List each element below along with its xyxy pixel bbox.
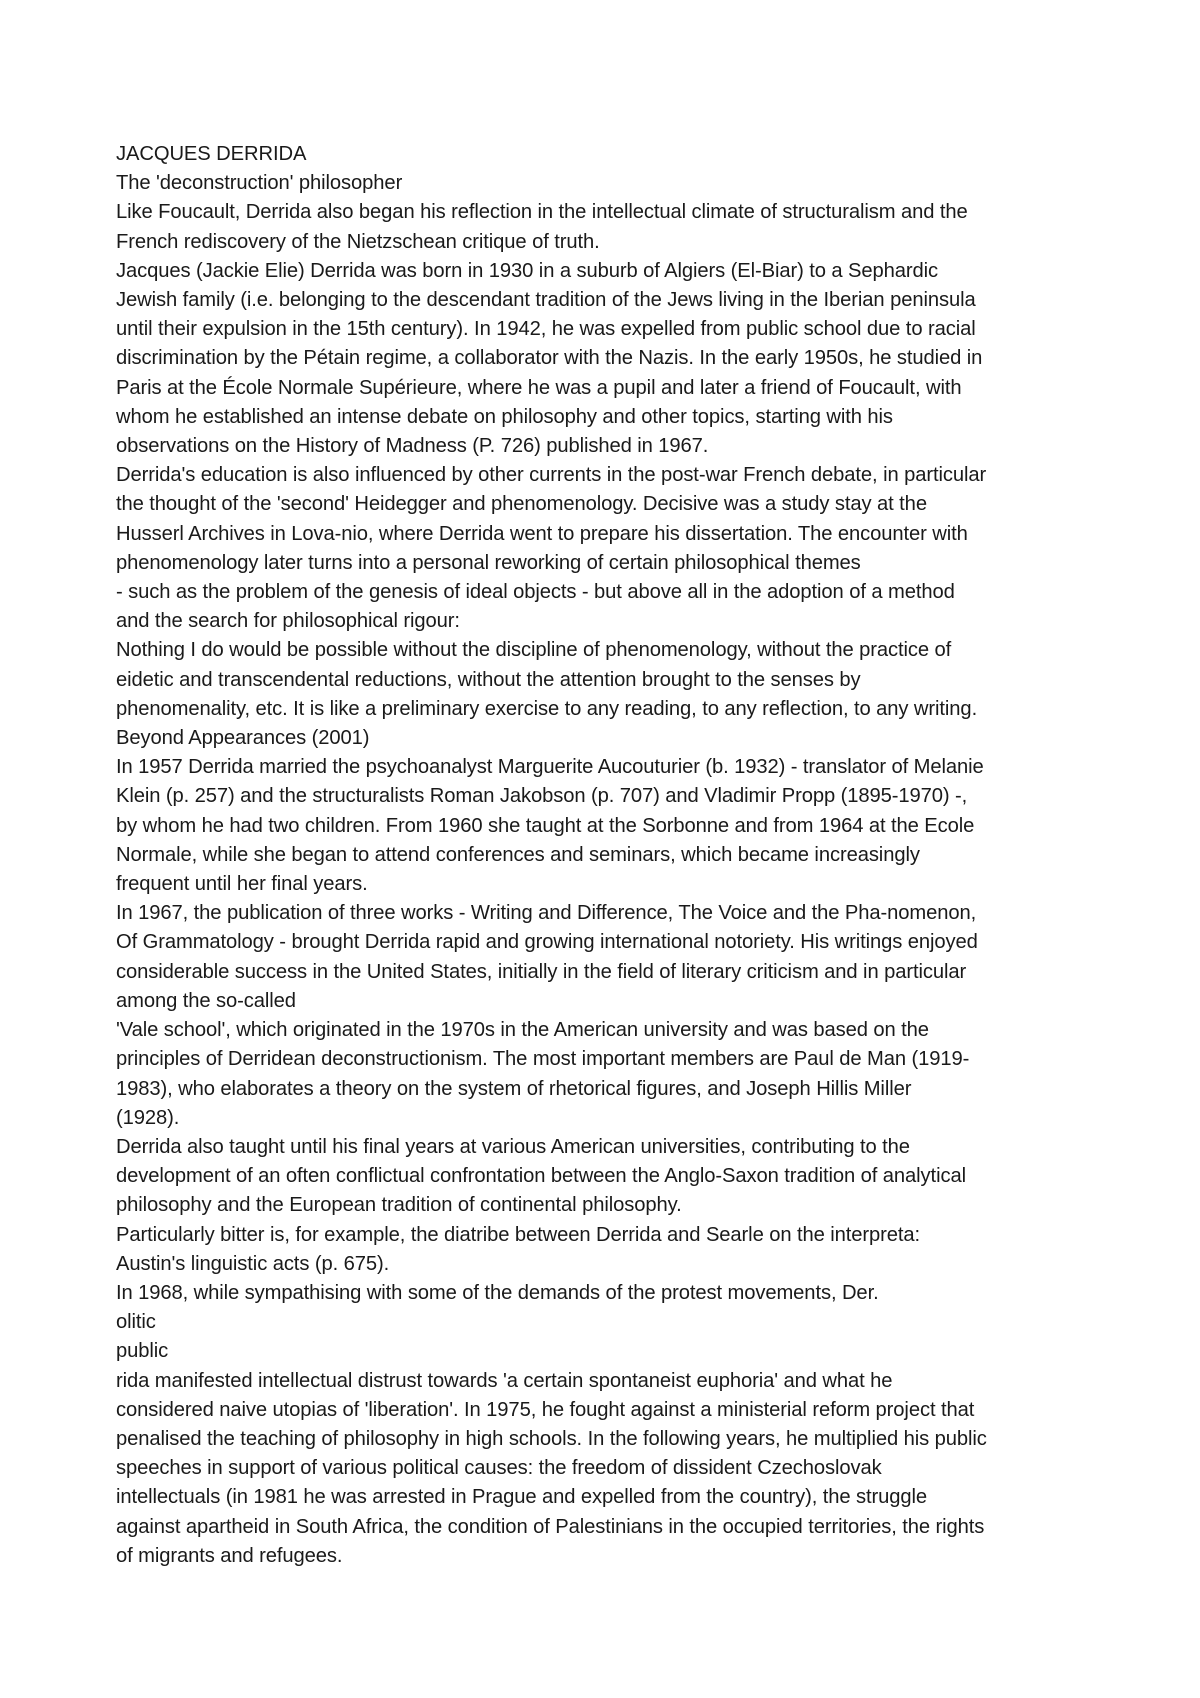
text-line: the thought of the 'second' Heidegger and phenomenology. Decisive was a study stay at the: [116, 493, 927, 516]
text-line: Derrida's education is also influenced by other currents in the post-war French debate, in particular: [116, 464, 987, 487]
fragment-line: olitic: [116, 1311, 156, 1334]
text-line: and the search for philosophical rigour:: [116, 610, 460, 633]
text-line: phenomenology later turns into a personal reworking of certain philosophical themes: [116, 551, 861, 574]
text-line: of migrants and refugees.: [116, 1544, 343, 1567]
text-line: frequent until her final years.: [116, 873, 368, 896]
text-line: Like Foucault, Derrida also began his reflection in the intellectual climate of structuralism and the: [116, 201, 968, 224]
text-line: principles of Derridean deconstructionism. The most important members are Paul de Man (1919-: [116, 1048, 970, 1071]
text-line: 'Vale school', which originated in the 1970s in the American university and was based on the: [116, 1019, 929, 1042]
text-line: considerable success in the United States, initially in the field of literary criticism and in particular: [116, 960, 967, 983]
quote-line: Nothing I do would be possible without the discipline of phenomenology, without the practice of: [116, 639, 952, 662]
text-line: Jewish family (i.e. belonging to the descendant tradition of the Jews living in the Iberian peninsula: [116, 289, 976, 312]
text-line: discrimination by the Pétain regime, a collaborator with the Nazis. In the early 1950s, he studied in: [116, 347, 983, 370]
fragment-line: public: [116, 1340, 169, 1363]
text-line: until their expulsion in the 15th century). In 1942, he was expelled from public school due to racial: [116, 318, 976, 341]
text-line: Of Grammatology - brought Derrida rapid and growing international notoriety. His writings enjoyed: [116, 931, 978, 954]
text-line: speeches in support of various political causes: the freedom of dissident Czechoslovak: [116, 1457, 882, 1480]
text-line: against apartheid in South Africa, the condition of Palestinians in the occupied territories, the rights: [116, 1515, 985, 1538]
text-line: French rediscovery of the Nietzschean critique of truth.: [116, 230, 600, 253]
document-title: JACQUES DERRIDA: [116, 143, 307, 165]
text-line: Austin's linguistic acts (p. 675).: [116, 1252, 390, 1275]
text-line: whom he established an intense debate on philosophy and other topics, starting with his: [116, 405, 893, 428]
text-line: In 1967, the publication of three works - Writing and Difference, The Voice and the Pha-nomenon,: [116, 902, 977, 925]
text-line: rida manifested intellectual distrust towards 'a certain spontaneist euphoria' and what he: [116, 1369, 893, 1392]
text-line: (1928).: [116, 1106, 180, 1129]
text-line: development of an often conflictual confrontation between the Anglo-Saxon tradition of analytical: [116, 1165, 966, 1188]
text-line: penalised the teaching of philosophy in high schools. In the following years, he multiplied his public: [116, 1427, 987, 1450]
text-line: among the so-called: [116, 989, 296, 1012]
text-line: In 1957 Derrida married the psychoanalyst Marguerite Aucouturier (b. 1932) - translator of Melanie: [116, 756, 984, 779]
document-subtitle: The 'deconstruction' philosopher: [116, 172, 403, 195]
text-line: considered naive utopias of 'liberation'. In 1975, he fought against a ministerial reform project that: [116, 1398, 975, 1421]
document-page: [116, 140, 1094, 1571]
text-line: 1983), who elaborates a theory on the system of rhetorical figures, and Joseph Hillis Miller: [116, 1077, 912, 1100]
text-line: In 1968, while sympathising with some of the demands of the protest movements, Der.: [116, 1281, 879, 1304]
text-line: Klein (p. 257) and the structuralists Roman Jakobson (p. 707) and Vladimir Propp (1895-1970) -,: [116, 785, 968, 808]
text-line: by whom he had two children. From 1960 she taught at the Sorbonne and from 1964 at the Ecole: [116, 814, 975, 837]
quote-source: Beyond Appearances (2001): [116, 727, 370, 750]
text-line: Jacques (Jackie Elie) Derrida was born in 1930 in a suburb of Algiers (El-Biar) to a Sephardic: [116, 259, 939, 282]
text-line: philosophy and the European tradition of continental philosophy.: [116, 1194, 682, 1217]
text-line: observations on the History of Madness (P. 726) published in 1967.: [116, 435, 709, 458]
text-line: Paris at the École Normale Supérieure, where he was a pupil and later a friend of Foucault, with: [116, 376, 962, 399]
text-line: Particularly bitter is, for example, the diatribe between Derrida and Searle on the interpreta:: [116, 1223, 921, 1246]
text-line: Husserl Archives in Lova-nio, where Derrida went to prepare his dissertation. The encounter with: [116, 522, 968, 545]
text-line: Derrida also taught until his final years at various American universities, contributing to the: [116, 1135, 910, 1158]
quote-line: phenomenality, etc. It is like a preliminary exercise to any reading, to any reflection, to any writing.: [116, 697, 978, 720]
text-line: intellectuals (in 1981 he was arrested in Prague and expelled from the country), the struggle: [116, 1486, 928, 1509]
text-line: - such as the problem of the genesis of ideal objects - but above all in the adoption of a method: [116, 581, 955, 604]
quote-line: eidetic and transcendental reductions, without the attention brought to the senses by: [116, 668, 861, 691]
text-line: Normale, while she began to attend conferences and seminars, which became increasingly: [116, 843, 920, 866]
